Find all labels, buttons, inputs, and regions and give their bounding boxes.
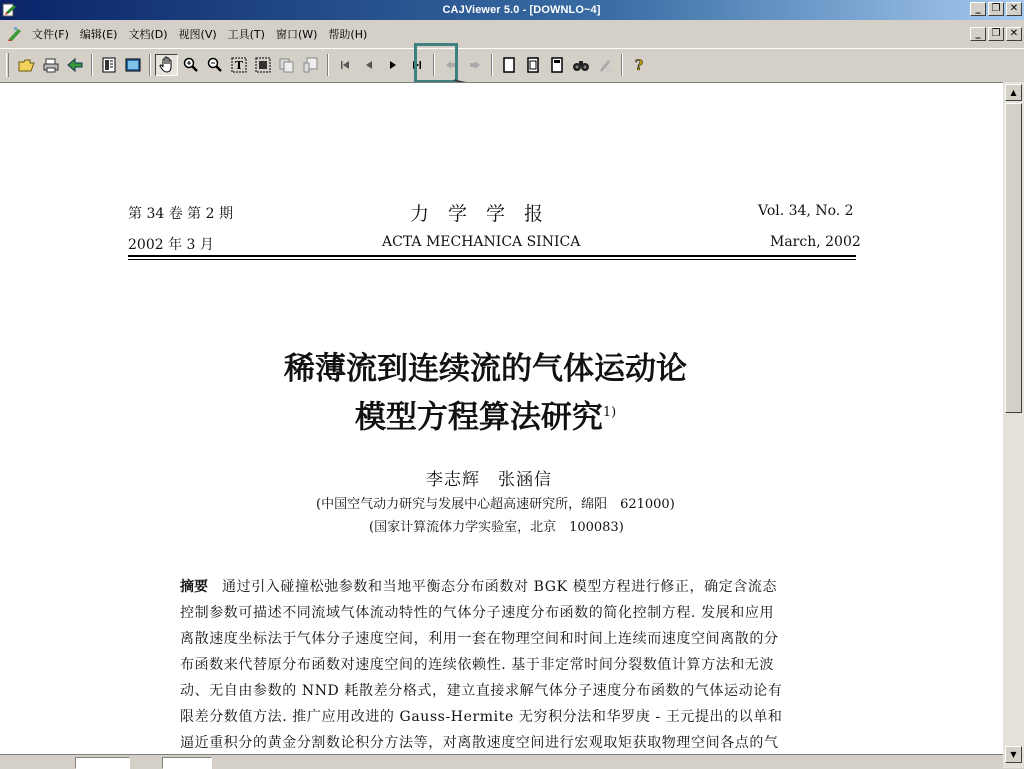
text-select-icon: [231, 57, 247, 73]
abstract-line: 动、无自由参数的 NND 耗散差分格式，建立直接求解气体分子速度分布函数的气体运动论有: [180, 683, 783, 699]
contents-icon: [101, 57, 117, 73]
fit-width-button[interactable]: [545, 54, 568, 76]
previous-page-button[interactable]: [357, 54, 380, 76]
toc-button[interactable]: [97, 54, 120, 76]
scroll-down-button[interactable]: ▼: [1005, 746, 1022, 763]
cajviewer-app-icon[interactable]: [2, 2, 18, 18]
send-button[interactable]: [63, 54, 86, 76]
find-button[interactable]: [569, 54, 592, 76]
abstract-line: 逼近重积分的黄金分割数论积分方法等，对离散速度空间进行宏观取矩获取物理空间各点的气: [180, 735, 779, 751]
copy-button[interactable]: [275, 54, 298, 76]
first-page-icon: [338, 58, 352, 72]
toolbar-separator: [621, 54, 623, 76]
toolbar-separator: [327, 54, 329, 76]
doc-restore-button[interactable]: ❐: [988, 27, 1004, 41]
authors: 李志辉 张涵信: [426, 470, 552, 490]
menu-file[interactable]: 文件(F): [32, 28, 69, 41]
scroll-up-button[interactable]: ▲: [1005, 84, 1022, 101]
zoom-out-button[interactable]: [203, 54, 226, 76]
page-field[interactable]: [75, 757, 130, 769]
open-file-button[interactable]: [15, 54, 38, 76]
ocr-icon: [303, 57, 319, 73]
document-system-icon[interactable]: [6, 25, 24, 43]
zoom-in-button[interactable]: [179, 54, 202, 76]
title-bar: [0, 0, 1024, 20]
document-page[interactable]: [0, 82, 1003, 754]
journal-name-cn: 力 学 学 报: [410, 203, 544, 225]
copy-icon: [279, 57, 295, 73]
first-page-button[interactable]: [333, 54, 356, 76]
last-page-highlight-box: [414, 43, 458, 83]
svg-text:T: T: [234, 58, 243, 72]
print-button[interactable]: [39, 54, 62, 76]
toolbar-separator: [91, 54, 93, 76]
ocr-button[interactable]: [299, 54, 322, 76]
abstract-line: 通过引入碰撞松弛参数和当地平衡态分布函数对 BGK 模型方程进行修正，确定含流态: [222, 579, 778, 595]
date-en: March, 2002: [770, 234, 861, 250]
menu-bar: [0, 22, 1024, 46]
doc-close-button[interactable]: ✕: [1006, 27, 1022, 41]
svg-text:?: ?: [634, 57, 643, 73]
journal-name-en: ACTA MECHANICA SINICA: [382, 234, 581, 250]
actual-size-button[interactable]: [497, 54, 520, 76]
annotate-icon: [597, 57, 613, 73]
header-rule-thick: [128, 255, 856, 257]
image-select-icon: [255, 57, 271, 73]
help-icon: [632, 57, 646, 73]
fit-width-icon: [550, 57, 564, 73]
affiliation-1: (中国空气动力研究与发展中心超高速研究所，绵阳 621000): [316, 497, 675, 512]
doc-minimize-button[interactable]: _: [970, 27, 986, 41]
menu-document[interactable]: 文档(D): [128, 28, 168, 41]
fit-page-icon: [526, 57, 540, 73]
scroll-thumb[interactable]: [1005, 103, 1022, 413]
fullscreen-button[interactable]: [121, 54, 144, 76]
maximize-button[interactable]: ❐: [988, 2, 1004, 16]
send-icon: [66, 57, 84, 73]
menu-window[interactable]: 窗口(W): [275, 28, 318, 41]
paper-title-line2-text: 模型方程算法研究: [354, 399, 603, 436]
printer-icon: [42, 57, 60, 73]
abstract-line: 布函数来代替原分布函数对速度空间的连续依赖性. 基于非定常时间分裂数值计算方法和无波: [180, 657, 775, 673]
text-select-button[interactable]: [227, 54, 250, 76]
vertical-scrollbar[interactable]: [1003, 82, 1024, 768]
toolbar-separator: [491, 54, 493, 76]
toolbar: [0, 48, 1024, 80]
binoculars-icon: [572, 58, 590, 72]
help-button[interactable]: [627, 54, 650, 76]
page-icon: [502, 57, 516, 73]
affiliation-2: (国家计算流体力学实验室，北京 100083): [369, 520, 624, 535]
previous-page-icon: [362, 58, 376, 72]
open-folder-icon: [18, 57, 36, 73]
toolbar-grip[interactable]: [6, 53, 9, 77]
next-page-icon: [386, 58, 400, 72]
date-cn: 2002 年 3 月: [128, 237, 214, 253]
paper-title-line1: 稀薄流到连续流的气体运动论: [284, 351, 687, 387]
forward-arrow-icon: [468, 58, 482, 72]
title-footnote-mark: 1): [602, 405, 617, 420]
menu-tools[interactable]: 工具(T): [227, 28, 265, 41]
minimize-button[interactable]: _: [970, 2, 986, 16]
forward-button[interactable]: [463, 54, 486, 76]
image-select-button[interactable]: [251, 54, 274, 76]
zoom-field[interactable]: [162, 757, 212, 769]
paper-title-line2: [0, 392, 987, 438]
zoom-in-icon: [183, 57, 199, 73]
volume-cn: 第 34 卷 第 2 期: [128, 206, 233, 222]
abstract-line: 离散速度坐标法于气体分子速度空间，利用一套在物理空间和时间上连续而速度空间离散的分: [180, 631, 779, 647]
zoom-out-icon: [207, 57, 223, 73]
hand-icon: [158, 56, 176, 74]
abstract-label: 摘要: [180, 579, 208, 595]
abstract-line: 限差分数值方法. 推广应用改进的 Gauss-Hermite 无穷积分法和华罗庚 - 王元提出的以单和: [180, 709, 783, 725]
close-button[interactable]: ✕: [1006, 2, 1022, 16]
abstract-line: 控制参数可描述不同流域气体流动特性的气体分子速度分布函数的简化控制方程. 发展和应用: [180, 605, 775, 621]
fit-page-button[interactable]: [521, 54, 544, 76]
screen-icon: [125, 57, 141, 73]
status-bar: [0, 754, 1003, 768]
annotate-button[interactable]: [593, 54, 616, 76]
next-page-button[interactable]: [381, 54, 404, 76]
header-rule-thin: [128, 259, 856, 260]
window-title: CAJViewer 5.0 - [DOWNLO~4]: [442, 4, 601, 16]
menu-edit[interactable]: 编辑(E): [79, 28, 118, 41]
menu-help[interactable]: 帮助(H): [328, 28, 368, 41]
toolbar-separator: [149, 54, 151, 76]
volume-en: Vol. 34, No. 2: [758, 203, 854, 219]
menu-view[interactable]: 视图(V): [178, 28, 217, 41]
hand-tool-button[interactable]: [155, 54, 178, 76]
